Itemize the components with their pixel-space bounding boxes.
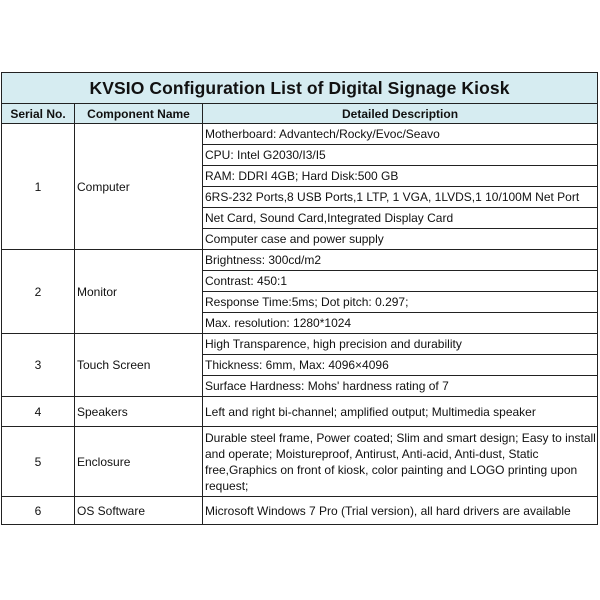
table-title: KVSIO Configuration List of Digital Signage Kiosk: [2, 73, 598, 104]
description-cell: Thickness: 6mm, Max: 4096×4096: [203, 355, 598, 376]
serial-cell: 3: [2, 334, 75, 397]
configuration-sheet: [1, 72, 597, 525]
header-serial: Serial No.: [2, 104, 75, 124]
description-cell: Left and right bi-channel; amplified output; Multimedia speaker: [203, 397, 598, 427]
description-cell: Motherboard: Advantech/Rocky/Evoc/Seavo: [203, 124, 598, 145]
description-cell: Net Card, Sound Card,Integrated Display Card: [203, 208, 598, 229]
serial-cell: 2: [2, 250, 75, 334]
description-cell: Surface Hardness: Mohs' hardness rating of 7: [203, 376, 598, 397]
component-cell: Speakers: [75, 397, 203, 427]
component-cell: Computer: [75, 124, 203, 250]
table-row: [2, 250, 598, 271]
table-row: [2, 397, 598, 427]
description-cell: Contrast: 450:1: [203, 271, 598, 292]
description-cell: Microsoft Windows 7 Pro (Trial version), all hard drivers are available: [203, 497, 598, 525]
description-cell: 6RS-232 Ports,8 USB Ports,1 LTP, 1 VGA, 1LVDS,1 10/100M Net Port: [203, 187, 598, 208]
component-cell: OS Software: [75, 497, 203, 525]
header-component: Component Name: [75, 104, 203, 124]
table-row: [2, 497, 598, 525]
component-cell: Monitor: [75, 250, 203, 334]
configuration-table: [1, 72, 598, 525]
component-cell: Enclosure: [75, 427, 203, 497]
description-cell: Durable steel frame, Power coated; Slim and smart design; Easy to install and operate; Moistureproof, Antirust, Anti-acid, Anti-dust, Static free,Graphics on front of kiosk, color painting and LOGO printing upon request;: [203, 427, 598, 497]
description-cell: Max. resolution: 1280*1024: [203, 313, 598, 334]
component-cell: Touch Screen: [75, 334, 203, 397]
table-row: [2, 124, 598, 145]
table-row: [2, 334, 598, 355]
serial-cell: 6: [2, 497, 75, 525]
description-cell: Brightness: 300cd/m2: [203, 250, 598, 271]
table-row: [2, 427, 598, 497]
serial-cell: 4: [2, 397, 75, 427]
description-cell: Response Time:5ms; Dot pitch: 0.297;: [203, 292, 598, 313]
header-description: Detailed Description: [203, 104, 598, 124]
description-cell: RAM: DDRI 4GB; Hard Disk:500 GB: [203, 166, 598, 187]
serial-cell: 1: [2, 124, 75, 250]
description-cell: Computer case and power supply: [203, 229, 598, 250]
description-cell: High Transparence, high precision and durability: [203, 334, 598, 355]
serial-cell: 5: [2, 427, 75, 497]
description-cell: CPU: Intel G2030/I3/I5: [203, 145, 598, 166]
